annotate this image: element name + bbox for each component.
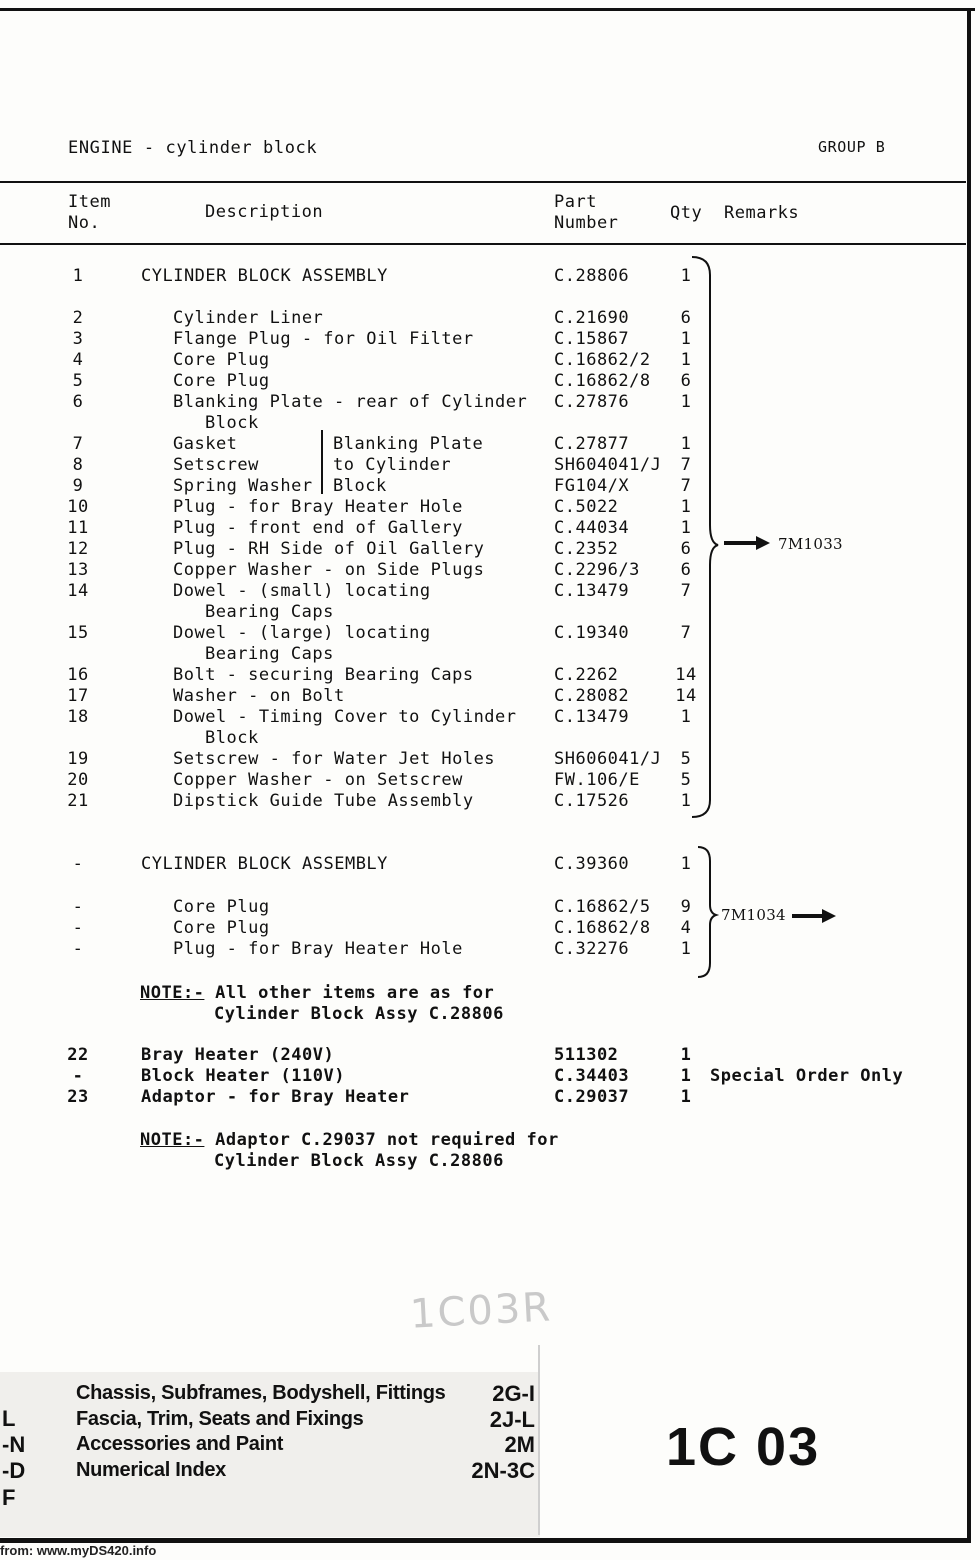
item-number: 1 [72, 266, 84, 286]
quantity: 6 [680, 539, 692, 559]
item-number: - [72, 854, 84, 874]
faded-stamp: 1C03R [408, 1284, 554, 1338]
header-rule-bottom [0, 243, 966, 245]
quantity: 1 [680, 392, 692, 412]
description: Plug - RH Side of Oil Gallery [173, 539, 485, 559]
remarks: Special Order Only [710, 1066, 904, 1086]
quantity: 6 [680, 308, 692, 328]
quantity: 6 [680, 560, 692, 580]
table-row [0, 497, 960, 518]
description: Bolt - securing Bearing Caps [173, 665, 474, 685]
item-number: 16 [67, 665, 89, 685]
part-number: 511302 [554, 1045, 619, 1065]
part-number: C.13479 [554, 707, 630, 727]
table-row [0, 749, 960, 770]
description: Plug - for Bray Heater Hole [173, 939, 463, 959]
part-number: C.2352 [554, 539, 619, 559]
quantity: 1 [680, 1066, 692, 1086]
table-row [0, 1066, 960, 1087]
table-row [0, 266, 960, 287]
table-row-continuation [0, 728, 960, 749]
item-number: 19 [67, 749, 89, 769]
description: Core Plug [173, 918, 270, 938]
sub-group-label-line: to Cylinder [333, 455, 452, 475]
quantity: 7 [680, 476, 692, 496]
table-row [0, 308, 960, 329]
table-row [0, 1087, 960, 1108]
part-number: C.16862/8 [554, 371, 651, 391]
table-row [0, 581, 960, 602]
footer-index-code: 2M [504, 1432, 535, 1457]
quantity: 14 [675, 686, 697, 706]
description: Flange Plug - for Oil Filter [173, 329, 474, 349]
table-row-continuation [0, 602, 960, 623]
quantity: 14 [675, 665, 697, 685]
item-number: - [72, 939, 84, 959]
table-row [0, 476, 960, 497]
part-number: C.21690 [554, 308, 630, 328]
quantity: 1 [680, 518, 692, 538]
quantity: 1 [680, 350, 692, 370]
description: Core Plug [173, 350, 270, 370]
table-row [0, 854, 960, 875]
description-continuation: Block [205, 728, 259, 748]
footer-index-label: Fascia, Trim, Seats and Fixings [76, 1408, 364, 1430]
edge-letter: L [2, 1406, 16, 1431]
arrow-right-icon [792, 907, 838, 925]
part-number: C.39360 [554, 854, 630, 874]
item-number: 23 [67, 1087, 89, 1107]
column-header-item: Item No. [68, 192, 111, 233]
source-credit: from: www.myDS420.info [0, 1543, 157, 1558]
brace-ref-7M1033: 7M1033 [778, 535, 843, 553]
table-row [0, 392, 960, 413]
footer-index-label: Accessories and Paint [76, 1433, 284, 1455]
item-number: 5 [72, 371, 84, 391]
part-number: C.44034 [554, 518, 630, 538]
description: Setscrew - for Water Jet Holes [173, 749, 496, 769]
table-row [0, 1045, 960, 1066]
quantity: 6 [680, 371, 692, 391]
part-number: C.16862/5 [554, 897, 651, 917]
part-number: C.16862/2 [554, 350, 651, 370]
edge-letter: -N [2, 1432, 26, 1457]
quantity: 7 [680, 623, 692, 643]
description: Blanking Plate - rear of Cylinder [173, 392, 528, 412]
item-number: 3 [72, 329, 84, 349]
description: Block Heater (110V) [141, 1066, 345, 1086]
part-number: C.28806 [554, 266, 630, 286]
footer-index-label: Chassis, Subframes, Bodyshell, Fittings [76, 1382, 446, 1404]
item-number: 11 [67, 518, 89, 538]
description: Dowel - (small) locating [173, 581, 431, 601]
item-number: 14 [67, 581, 89, 601]
note-1-line-2: Cylinder Block Assy C.28806 [214, 1004, 504, 1024]
description: Adaptor - for Bray Heater [141, 1087, 410, 1107]
quantity: 1 [680, 791, 692, 811]
table-row [0, 455, 960, 476]
page-title: ENGINE - cylinder block [68, 138, 318, 158]
note-2-line-2: Cylinder Block Assy C.28806 [214, 1151, 504, 1171]
part-number: SH606041/J [554, 749, 662, 769]
table-row [0, 791, 960, 812]
table-row [0, 707, 960, 728]
table-row [0, 350, 960, 371]
quantity: 1 [680, 434, 692, 454]
part-number: C.5022 [554, 497, 619, 517]
item-number: - [72, 897, 84, 917]
part-number: C.15867 [554, 329, 630, 349]
footer-index-label: Numerical Index [76, 1459, 227, 1481]
column-header-part-number: Part Number [554, 192, 619, 233]
item-number: 12 [67, 539, 89, 559]
sub-group-bar [321, 430, 323, 494]
description: Plug - front end of Gallery [173, 518, 463, 538]
footer-index-code: 2J-L [489, 1407, 535, 1432]
description: Core Plug [173, 897, 270, 917]
item-number: 13 [67, 560, 89, 580]
quantity: 1 [680, 939, 692, 959]
quantity: 7 [680, 455, 692, 475]
description: Copper Washer - on Setscrew [173, 770, 463, 790]
item-number: - [72, 918, 84, 938]
description: Cylinder Liner [173, 308, 324, 328]
edge-letter: -D [2, 1458, 26, 1483]
header-rule-top [0, 181, 966, 183]
quantity: 1 [680, 266, 692, 286]
quantity: 1 [680, 707, 692, 727]
quantity: 9 [680, 897, 692, 917]
quantity: 7 [680, 581, 692, 601]
item-number: - [72, 1066, 84, 1086]
description: Spring Washer [173, 476, 313, 496]
item-number: 17 [67, 686, 89, 706]
part-number: C.28082 [554, 686, 630, 706]
quantity: 1 [680, 1045, 692, 1065]
table-row [0, 329, 960, 350]
part-number: C.2296/3 [554, 560, 640, 580]
sub-group-label-line: Blanking Plate [333, 434, 484, 454]
description: Core Plug [173, 371, 270, 391]
page-frame-top [0, 8, 975, 11]
footer-divider [538, 1345, 540, 1535]
quantity: 4 [680, 918, 692, 938]
item-number: 2 [72, 308, 84, 328]
item-number: 4 [72, 350, 84, 370]
part-number: C.2262 [554, 665, 619, 685]
part-number: FW.106/E [554, 770, 640, 790]
item-number: 10 [67, 497, 89, 517]
part-number: C.27877 [554, 434, 630, 454]
column-header-description: Description [205, 202, 324, 222]
table-row [0, 686, 960, 707]
table-row [0, 665, 960, 686]
item-number: 18 [67, 707, 89, 727]
column-header-qty: Qty [670, 203, 703, 223]
item-number: 6 [72, 392, 84, 412]
description: CYLINDER BLOCK ASSEMBLY [141, 266, 388, 286]
part-number: C.19340 [554, 623, 630, 643]
table-row-continuation [0, 644, 960, 665]
group-label: GROUP B [818, 138, 886, 156]
brace-ref-7M1034: 7M1034 [721, 906, 786, 924]
table-row [0, 939, 960, 960]
description-continuation: Bearing Caps [205, 644, 334, 664]
item-number: 8 [72, 455, 84, 475]
part-number: C.13479 [554, 581, 630, 601]
table-row [0, 770, 960, 791]
quantity: 1 [680, 497, 692, 517]
description: Bray Heater (240V) [141, 1045, 335, 1065]
quantity: 5 [680, 770, 692, 790]
description: Copper Washer - on Side Plugs [173, 560, 485, 580]
part-number: C.34403 [554, 1066, 630, 1086]
quantity: 1 [680, 329, 692, 349]
page-frame-right [967, 8, 971, 1543]
description: Plug - for Bray Heater Hole [173, 497, 463, 517]
table-row-continuation [0, 413, 960, 434]
description: Gasket [173, 434, 238, 454]
footer-index-code: 2N-3C [471, 1458, 535, 1483]
description: Dipstick Guide Tube Assembly [173, 791, 474, 811]
sub-group-label-line: Block [333, 476, 387, 496]
description: Dowel - (large) locating [173, 623, 431, 643]
item-number: 9 [72, 476, 84, 496]
table-row [0, 371, 960, 392]
item-number: 7 [72, 434, 84, 454]
part-number: FG104/X [554, 476, 630, 496]
part-number: SH604041/J [554, 455, 662, 475]
part-number: C.27876 [554, 392, 630, 412]
table-row [0, 623, 960, 644]
footer-index-code: 2G-I [492, 1381, 535, 1406]
arrow-right-icon [724, 534, 772, 552]
description: Setscrew [173, 455, 259, 475]
part-number: C.17526 [554, 791, 630, 811]
column-header-remarks: Remarks [724, 203, 800, 223]
item-number: 15 [67, 623, 89, 643]
quantity: 5 [680, 749, 692, 769]
part-number: C.29037 [554, 1087, 630, 1107]
page-code: 1C 03 [666, 1417, 821, 1477]
item-number: 21 [67, 791, 89, 811]
quantity: 1 [680, 1087, 692, 1107]
item-number: 20 [67, 770, 89, 790]
note-2: NOTE:- Adaptor C.29037 not required for [140, 1130, 559, 1150]
part-number: C.32276 [554, 939, 630, 959]
description-continuation: Bearing Caps [205, 602, 334, 622]
description: CYLINDER BLOCK ASSEMBLY [141, 854, 388, 874]
table-row [0, 560, 960, 581]
note-1: NOTE:- All other items are as for [140, 983, 495, 1003]
description-continuation: Block [205, 413, 259, 433]
item-number: 22 [67, 1045, 89, 1065]
description: Dowel - Timing Cover to Cylinder [173, 707, 517, 727]
part-number: C.16862/8 [554, 918, 651, 938]
edge-letter: F [2, 1485, 16, 1510]
description: Washer - on Bolt [173, 686, 345, 706]
quantity: 1 [680, 854, 692, 874]
